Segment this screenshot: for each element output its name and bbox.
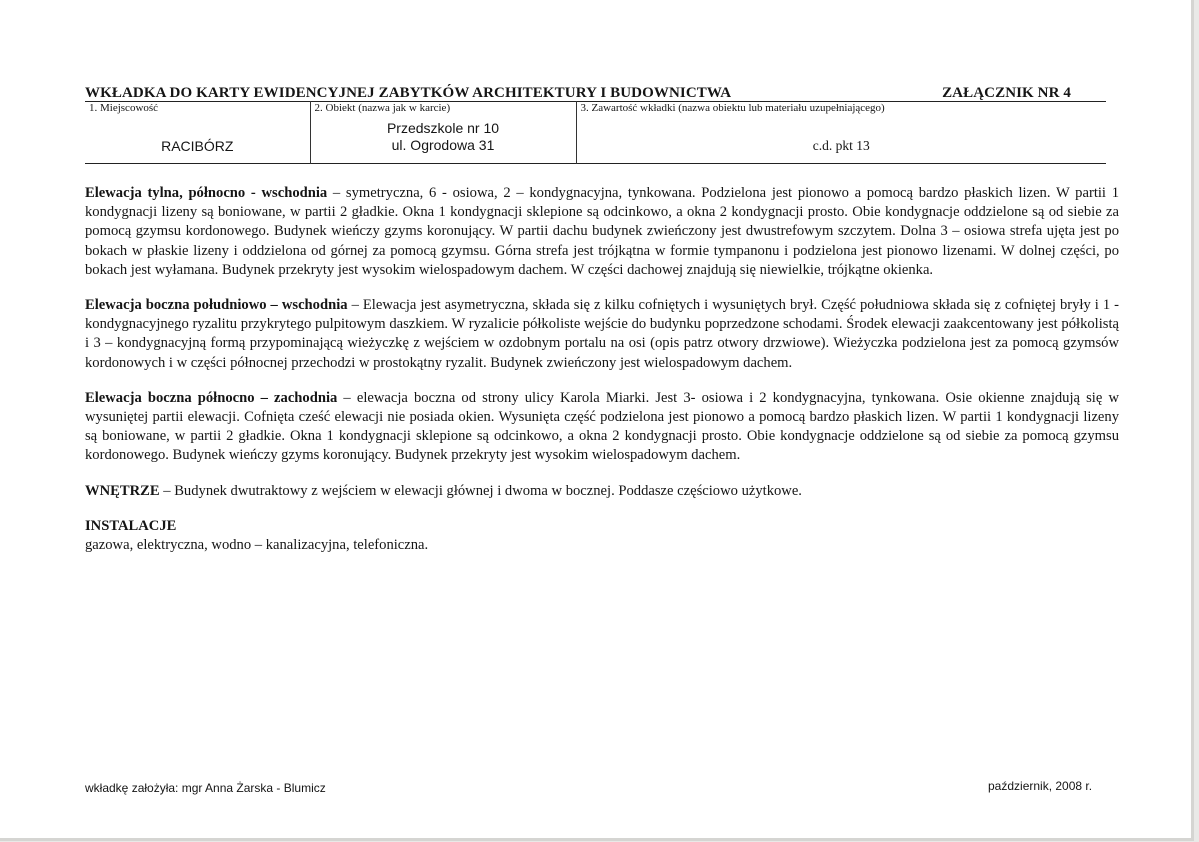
object-label: 2. Obiekt (nazwa jak w karcie) (314, 102, 451, 114)
object-name: Przedszkole nr 10 (386, 120, 500, 136)
section-northwest-elevation (85, 389, 1119, 466)
section-rear-elevation (85, 184, 1119, 280)
author-note: wkładkę założyła: mgr Anna Żarska - Blumicz (85, 781, 326, 795)
document-date: październik, 2008 r. (988, 779, 1093, 793)
object-cell (310, 102, 576, 164)
section-heading: Elewacja tylna, północno - wschodnia (85, 185, 328, 201)
content-cell (576, 102, 1106, 164)
locality-label: 1. Miejscowość (89, 102, 159, 114)
locality-cell (85, 102, 310, 164)
metadata-table (85, 101, 1106, 164)
section-heading: INSTALACJE (85, 517, 177, 534)
locality-value: RACIBÓRZ (161, 138, 234, 154)
section-heading: Elewacja boczna południowo – wschodnia (85, 297, 348, 314)
section-text: – Elewacja jest asymetryczna, składa się z kilku cofniętych i wysuniętych brył. Część południowa składa się z cofniętej bryły i 1 - kondygnacyjnego ryzalitu przykrytego pulpitowym daszkiem. W ryzalicie półkoliste wejście do budynku poprzedzone schodami. Środek elewacji zaakcentowany jest półkolistą i 3 – kondygnacyjną formą przypominającą wieżyczkę z wejściem w ozdobnym portalu na osi (opis patrz otwory drzwiowe). Wieżyczka podzielona jest za pomocą gzymsów kordonowych i w części północnej przechodzi w prostokątny ryzalit. Budynek zwieńczony jest wielospadowym dachem. (85, 297, 1120, 371)
section-heading: Elewacja boczna północno – zachodnia (85, 389, 338, 406)
attachment-number: ZAŁĄCZNIK NR 4 (942, 85, 1071, 101)
section-southeast-elevation (85, 296, 1119, 373)
section-text: – symetryczna, 6 - osiowa, 2 – kondygnacyjna, tynkowana. Podzielona jest pionowo a pomocą bardzo płaskich lizen. W partii 1 kondygnacji lizeny są boniowane, w partii 2 gładkie. Okna 1 kondygnacji sklepione są odcinkowo, a okna 2 kondygnacji prosto. Obie kondygnacje oddzielone są od siebie za pomocą gzymsu kordonowego. Budynek wieńczy gzyms koronujący. W partii dachu budynek zwieńczony jest dwustrefowym szczytem. Dolna 3 – osiowa strefa ujęta jest po bokach w płaskie lizeny i oddzielona od górnej za pomocą gzymsu. Górna strefa jest trójkątna w formie tympanonu i podzielona jest pionowo lizenami. W dolnej części, po bokach jest wyłamana. Budynek przekryty jest wysokim wielospadowym dachem. W części dachowej znajdują się niewielkie, trójkątne okienka. (85, 185, 1119, 278)
section-text: gazowa, elektryczna, wodno – kanalizacyjna, telefoniczna. (85, 537, 429, 554)
content-label: 3. Zawartość wkładki (nazwa obiektu lub materiału uzupełniającego) (580, 102, 885, 114)
section-heading: WNĘTRZE (85, 482, 160, 499)
section-text: – elewacja boczna od strony ulicy Karola Miarki. Jest 3- osiowa i 2 kondygnacyjna, tynkowana. Osie okienne znajdują się w wysuniętej partii elewacji. Cofnięta cześć elewacji nie posiada okien. Wysunięta część podzielona jest pionowo a pomocą bardzo płaskich lizen. W partii 1 kondygnacji lizeny są boniowane, w partii 2 gładkie. Okna 1 kondygnacji sklepione są odcinkowo, a okna 2 kondygnacji prosto. Obie kondygnacje oddzielone są od siebie za pomocą gzymsu kordonowego. Budynek wieńczy gzyms koronujący. Budynek przekryty jest wysokim wielospadowym dachem. (85, 389, 1119, 464)
document-body (85, 184, 1119, 571)
section-text: – Budynek dwutraktowy z wejściem w elewacji głównej i dwoma w bocznej. Poddasze częściowo użytkowe. (159, 482, 802, 499)
section-installations (85, 517, 1119, 555)
section-interior (85, 482, 1119, 501)
object-address: ul. Ogrodowa 31 (391, 137, 495, 153)
document-title: WKŁADKA DO KARTY EWIDENCYJNEJ ZABYTKÓW ARCHITEKTURY I BUDOWNICTWA (85, 85, 732, 101)
content-value: c.d. pkt 13 (812, 138, 870, 153)
